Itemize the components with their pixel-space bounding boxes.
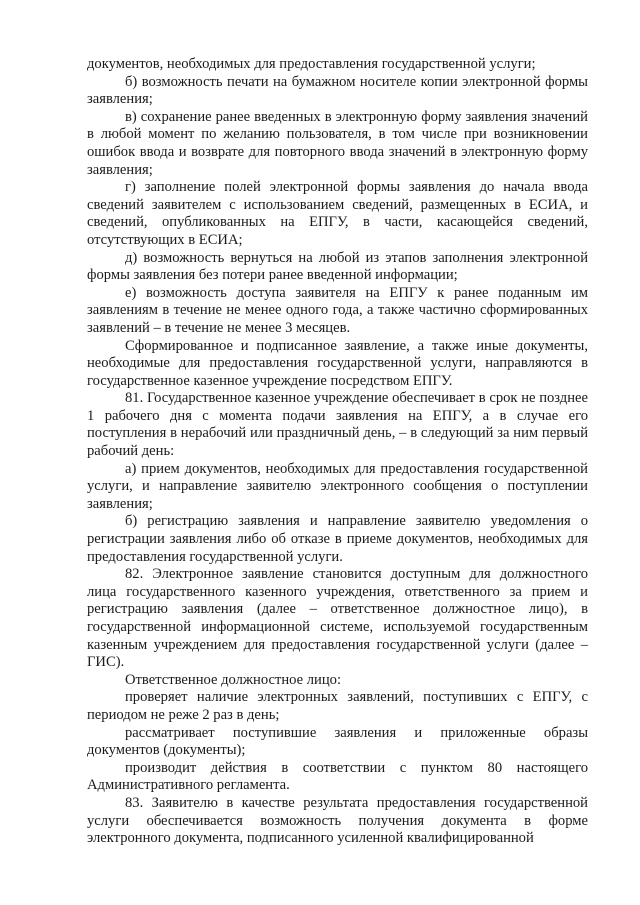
- paragraph-reviews-applications: рассматривает поступившие заявления и приложенные образы документов (документы);: [87, 724, 588, 759]
- paragraph-section-83: 83. Заявителю в качестве результата предоставления государственной услуги обеспечивается возможность получения документа в форме электронного документа, подписанного усиленной квалифицированной: [87, 794, 588, 847]
- paragraph-item-b-print: б) возможность печати на бумажном носителе копии электронной формы заявления;: [87, 73, 588, 108]
- paragraph-checks-applications: проверяет наличие электронных заявлений, поступивших с ЕПГУ, с периодом не реже 2 раз в день;: [87, 689, 588, 723]
- paragraph-submission: Сформированное и подписанное заявление, а также иные документы, необходимые для предоставления государственной услуги, направляются в государственное казенное учреждение посредством ЕПГУ.: [87, 337, 588, 389]
- paragraph-continuation: документов, необходимых для предоставления государственной услуги;: [87, 56, 536, 72]
- paragraph-item-e-access: е) возможность доступа заявителя на ЕПГУ к ранее поданным им заявлениям в течение не менее одного года, а также частично сформированных заявлений – в течение не менее 3 месяцев.: [87, 284, 588, 336]
- paragraph-performs-actions: производит действия в соответствии с пунктом 80 настоящего Административного регламента.: [87, 759, 588, 794]
- paragraph-81-item-a: а) прием документов, необходимых для предоставления государственной услуги, и направление заявителю электронного сообщения о поступлении заявления;: [87, 460, 588, 512]
- paragraph-81-item-b: б) регистрацию заявления и направление заявителю уведомления о регистрации заявления либо об отказе в приеме документов, необходимых для предоставления государственной услуги.: [87, 513, 588, 565]
- paragraph-item-g-autofill: г) заполнение полей электронной формы заявления до начала ввода сведений заявителем с использованием сведений, размещенных в ЕСИА, и сведений, опубликованных на ЕПГУ, в части, касающейся сведений, отсутствующих в ЕСИА;: [87, 179, 588, 248]
- document-body: [87, 56, 588, 848]
- paragraph-item-d-return: д) возможность вернуться на любой из этапов заполнения электронной формы заявления без потери ранее введенной информации;: [87, 249, 588, 284]
- paragraph-section-81: 81. Государственное казенное учреждение обеспечивает в срок не позднее 1 рабочего дня с момента подачи заявления на ЕПГУ, а в случае его поступления в нерабочий или праздничный день, – в следующий за ним первый рабочий день:: [87, 390, 588, 460]
- paragraph-item-v-save: в) сохранение ранее введенных в электронную форму заявления значений в любой момент по желанию пользователя, в том числе при возникновении ошибок ввода и возврате для повторного ввода значений в электронную форму заявления;: [87, 108, 588, 178]
- paragraph-responsible-official: Ответственное должностное лицо:: [125, 671, 341, 688]
- paragraph-section-82: 82. Электронное заявление становится доступным для должностного лица государственного казенного учреждения, ответственного за прием и регистрацию заявления (далее – ответственное должностное лицо), в государственной информационной системе, используемой государственным казенным учреждением для предоставления государственной услуги (далее – ГИС).: [87, 566, 588, 671]
